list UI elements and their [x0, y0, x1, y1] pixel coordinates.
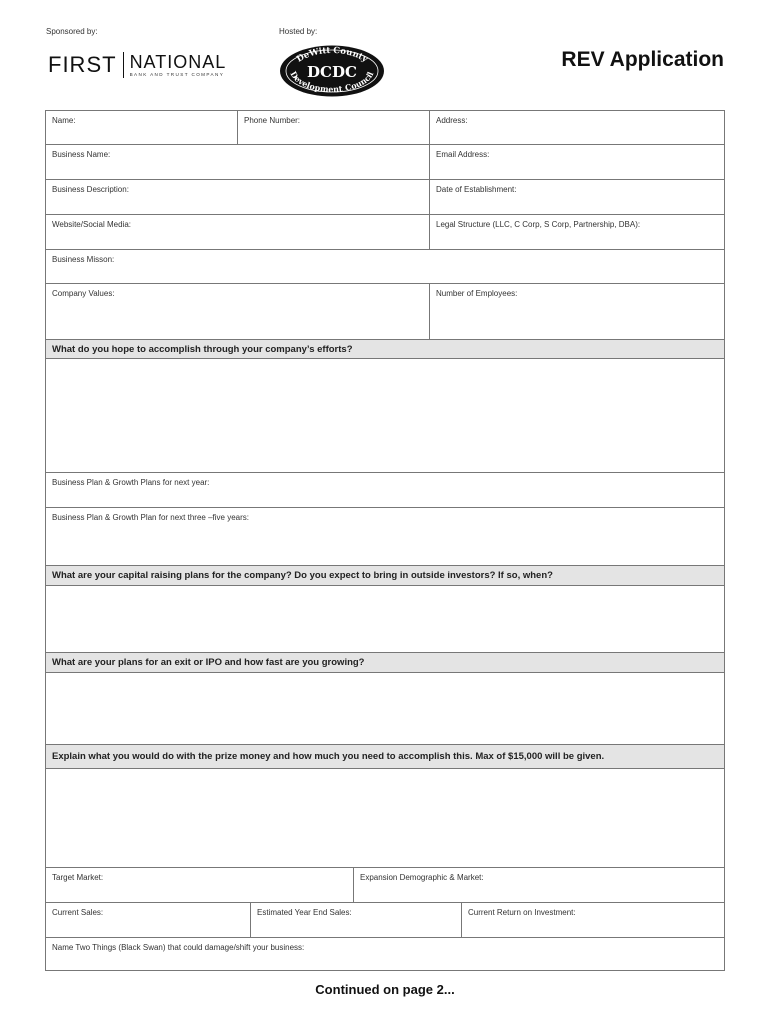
question-exit: What are your plans for an exit or IPO and how fast are you growing? — [45, 653, 725, 673]
continued-note: Continued on page 2... — [315, 982, 455, 997]
business-description-field[interactable]: Business Description: — [46, 180, 430, 214]
logo-first-text: FIRST — [48, 52, 117, 77]
legal-structure-field[interactable]: Legal Structure (LLC, C Corp, S Corp, Partnership, DBA): — [436, 220, 641, 229]
answer-accomplish[interactable] — [45, 359, 725, 473]
business-name-field[interactable]: Business Name: — [46, 145, 430, 179]
email-field[interactable]: Email Address: — [436, 150, 490, 159]
question-prize: Explain what you would do with the prize money and how much you need to accomplish this. Max of $15,000 will be given. — [45, 745, 725, 769]
answer-exit[interactable] — [45, 673, 725, 745]
question-capital: What are your capital raising plans for the company? Do you expect to bring in outside investors? If so, when? — [45, 566, 725, 586]
date-established-field[interactable]: Date of Establishment: — [436, 185, 517, 194]
address-field[interactable]: Address: — [436, 116, 468, 125]
logo-divider — [123, 52, 124, 78]
page-title: REV Application — [561, 48, 724, 71]
hosted-by-label: Hosted by: — [279, 27, 318, 36]
phone-field[interactable]: Phone Number: — [238, 111, 430, 144]
current-sales-field[interactable]: Current Sales: — [46, 903, 251, 937]
application-form — [45, 110, 725, 971]
target-market-field[interactable]: Target Market: — [46, 868, 354, 902]
first-national-logo — [48, 52, 226, 82]
seal-top-text: DeWitt County — [294, 45, 370, 65]
current-roi-field[interactable]: Current Return on Investment: — [468, 908, 576, 917]
sponsored-by-label: Sponsored by: — [46, 27, 98, 36]
dcdc-seal-logo — [278, 44, 386, 98]
answer-capital[interactable] — [45, 586, 725, 653]
est-year-end-field[interactable]: Estimated Year End Sales: — [251, 903, 462, 937]
seal-center-text: DCDC — [307, 63, 357, 81]
plan-three-five-field[interactable]: Business Plan & Growth Plan for next three –five years: — [52, 513, 249, 522]
seal-bottom-text: Development Council — [288, 69, 376, 95]
answer-prize[interactable] — [45, 769, 725, 868]
expansion-field[interactable]: Expansion Demographic & Market: — [360, 873, 484, 882]
plan-next-year-field[interactable]: Business Plan & Growth Plans for next year: — [52, 478, 210, 487]
logo-subtitle-text: BANK AND TRUST COMPANY — [129, 72, 225, 77]
website-field[interactable]: Website/Social Media: — [46, 215, 430, 249]
mission-field[interactable]: Business Misson: — [52, 255, 115, 264]
employees-field[interactable]: Number of Employees: — [436, 289, 518, 298]
company-values-field[interactable]: Company Values: — [46, 284, 430, 339]
logo-national-text: NATIONAL — [129, 52, 227, 72]
name-field[interactable]: Name: — [46, 111, 238, 144]
question-accomplish: What do you hope to accomplish through your company’s efforts? — [45, 340, 725, 359]
black-swan-field[interactable]: Name Two Things (Black Swan) that could damage/shift your business: — [52, 943, 305, 952]
